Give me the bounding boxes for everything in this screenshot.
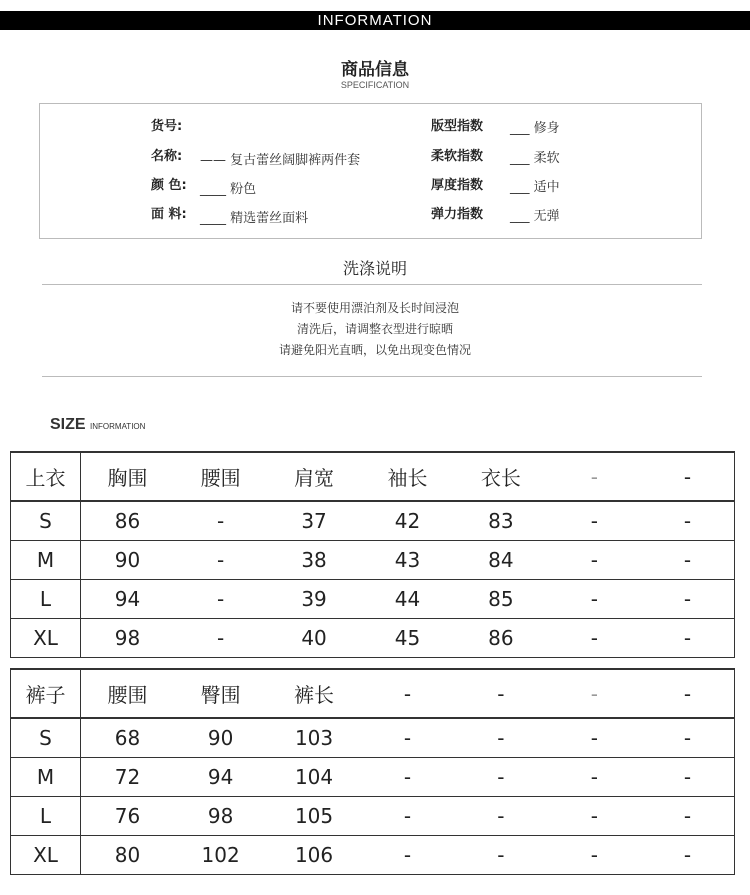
information-banner: INFORMATION bbox=[0, 11, 750, 30]
header-cell: 腰围 bbox=[174, 452, 267, 501]
header-cell: - bbox=[641, 669, 734, 718]
table-cell: 103 bbox=[267, 718, 360, 758]
spec-title: 商品信息 bbox=[341, 60, 409, 80]
table-row bbox=[11, 619, 735, 658]
table-cell: 104 bbox=[267, 758, 360, 797]
table-cell: 85 bbox=[454, 580, 547, 619]
table-cell: L bbox=[11, 797, 81, 836]
table-cell: L bbox=[11, 580, 81, 619]
header-cell: 胸围 bbox=[81, 452, 174, 501]
table-cell: - bbox=[548, 501, 641, 541]
spec-value: ____ 精选蕾丝面料 bbox=[200, 211, 309, 226]
header-cell: 裤长 bbox=[267, 669, 360, 718]
spec-label: 厚度指数 bbox=[431, 178, 484, 193]
table-cell: - bbox=[361, 758, 454, 797]
header-cell: - bbox=[641, 452, 734, 501]
header-cell: 上衣 bbox=[11, 452, 81, 501]
table-cell: 106 bbox=[267, 836, 360, 875]
spec-label: 颜 色: bbox=[151, 178, 187, 193]
spec-value: ___ 修身 bbox=[510, 121, 560, 136]
spec-subtitle: SPECIFICATION bbox=[340, 80, 410, 90]
size-title: SIZE bbox=[50, 416, 86, 433]
table-cell: 44 bbox=[361, 580, 454, 619]
table-cell: - bbox=[454, 836, 547, 875]
spec-label: 弹力指数 bbox=[431, 207, 484, 222]
table-cell: - bbox=[361, 836, 454, 875]
spec-value: —— 复古蕾丝阔脚裤两件套 bbox=[200, 153, 361, 168]
wash-line: 请不要使用漂泊剂及长时间浸泡 bbox=[290, 301, 459, 315]
table-cell: - bbox=[174, 541, 267, 580]
table-cell: 98 bbox=[81, 619, 174, 658]
table-cell: - bbox=[641, 836, 734, 875]
table-cell: 105 bbox=[267, 797, 360, 836]
table-cell: 42 bbox=[361, 501, 454, 541]
spec-box bbox=[39, 103, 702, 239]
table-row bbox=[11, 758, 735, 797]
divider bbox=[42, 376, 702, 377]
table-row bbox=[11, 501, 735, 541]
table-cell: - bbox=[641, 501, 734, 541]
table-row bbox=[11, 580, 735, 619]
header-cell: - bbox=[548, 452, 641, 501]
spec-label: 柔软指数 bbox=[431, 149, 484, 164]
header-cell: - bbox=[548, 669, 641, 718]
table-cell: 90 bbox=[174, 718, 267, 758]
top-size-table bbox=[10, 451, 735, 658]
table-cell: - bbox=[548, 619, 641, 658]
table-cell: 72 bbox=[81, 758, 174, 797]
table-cell: - bbox=[548, 541, 641, 580]
table-cell: 80 bbox=[81, 836, 174, 875]
table-cell: - bbox=[548, 758, 641, 797]
table-cell: - bbox=[641, 619, 734, 658]
table-cell: M bbox=[11, 541, 81, 580]
table-row bbox=[11, 836, 735, 875]
table-cell: 94 bbox=[81, 580, 174, 619]
size-subtitle: INFORMATION bbox=[90, 422, 146, 431]
wash-line: 清洗后，请调整衣型进行晾晒 bbox=[296, 322, 453, 336]
table-cell: - bbox=[548, 797, 641, 836]
table-cell: M bbox=[11, 758, 81, 797]
header-cell: 腰围 bbox=[81, 669, 174, 718]
table-cell: - bbox=[548, 580, 641, 619]
header-cell: - bbox=[454, 669, 547, 718]
table-cell: - bbox=[361, 718, 454, 758]
header-cell: - bbox=[361, 669, 454, 718]
spec-value: ___ 适中 bbox=[510, 180, 560, 195]
table-cell: 102 bbox=[174, 836, 267, 875]
spec-value: ____ 粉色 bbox=[200, 182, 257, 197]
spec-label: 面 料: bbox=[151, 207, 187, 222]
header-cell: 袖长 bbox=[361, 452, 454, 501]
table-cell: 40 bbox=[267, 619, 360, 658]
table-cell: S bbox=[11, 718, 81, 758]
table-cell: - bbox=[174, 619, 267, 658]
spec-label: 版型指数 bbox=[431, 119, 484, 134]
table-cell: 84 bbox=[454, 541, 547, 580]
table-cell: 39 bbox=[267, 580, 360, 619]
table-cell: S bbox=[11, 501, 81, 541]
spec-label: 名称: bbox=[151, 149, 183, 164]
table-cell: - bbox=[361, 797, 454, 836]
table-cell: 76 bbox=[81, 797, 174, 836]
table-cell: 98 bbox=[174, 797, 267, 836]
table-cell: - bbox=[641, 541, 734, 580]
table-cell: 38 bbox=[267, 541, 360, 580]
table-cell: - bbox=[641, 718, 734, 758]
table-header-row bbox=[11, 669, 735, 718]
table-cell: 86 bbox=[81, 501, 174, 541]
table-cell: - bbox=[174, 501, 267, 541]
spec-value: ___ 柔软 bbox=[510, 151, 560, 166]
table-cell: - bbox=[454, 797, 547, 836]
table-cell: 90 bbox=[81, 541, 174, 580]
table-row bbox=[11, 541, 735, 580]
table-cell: - bbox=[454, 718, 547, 758]
spec-value: ___ 无弹 bbox=[510, 209, 560, 224]
header-cell: 臀围 bbox=[174, 669, 267, 718]
table-cell: - bbox=[641, 758, 734, 797]
header-cell: 裤子 bbox=[11, 669, 81, 718]
wash-line: 请避免阳光直晒，以免出现变色情况 bbox=[278, 343, 471, 357]
table-cell: - bbox=[641, 797, 734, 836]
table-cell: XL bbox=[11, 836, 81, 875]
table-cell: 43 bbox=[361, 541, 454, 580]
table-cell: 94 bbox=[174, 758, 267, 797]
table-cell: 83 bbox=[454, 501, 547, 541]
table-cell: XL bbox=[11, 619, 81, 658]
spec-label: 货号: bbox=[151, 119, 183, 134]
header-cell: 衣长 bbox=[454, 452, 547, 501]
divider bbox=[42, 284, 702, 285]
table-row bbox=[11, 718, 735, 758]
pants-size-table bbox=[10, 668, 735, 875]
table-cell: - bbox=[641, 580, 734, 619]
wash-title: 洗涤说明 bbox=[342, 259, 407, 278]
header-cell: 肩宽 bbox=[267, 452, 360, 501]
table-header-row bbox=[11, 452, 735, 501]
table-cell: - bbox=[548, 718, 641, 758]
table-cell: 45 bbox=[361, 619, 454, 658]
table-cell: 86 bbox=[454, 619, 547, 658]
table-cell: - bbox=[548, 836, 641, 875]
table-row bbox=[11, 797, 735, 836]
table-cell: - bbox=[174, 580, 267, 619]
table-cell: 37 bbox=[267, 501, 360, 541]
size-heading bbox=[50, 416, 145, 434]
table-cell: - bbox=[454, 758, 547, 797]
table-cell: 68 bbox=[81, 718, 174, 758]
